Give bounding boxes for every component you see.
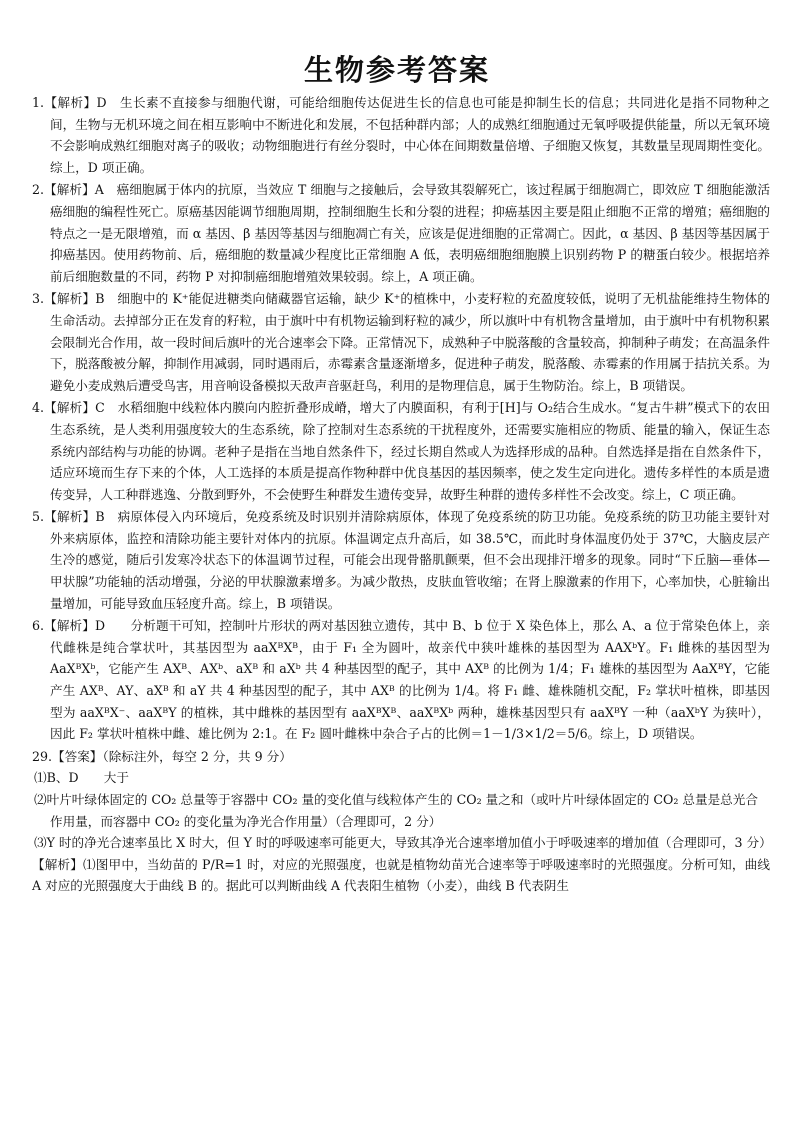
- answer-29-1: ⑴B、D 大于: [34, 770, 129, 786]
- question-text: 【解析】C 水稻细胞中线粒体内膜向内腔折叠形成嵴，增大了内膜面积，有利于[H]与 O₂结合生成水。“复古牛耕”模式下的农田生态系统，是人类利用强度较大的生态系统，除了控制对生态系统的干扰程度外，还需要实施相应的物质、能量的输入，保证生态系统内部结构与功能的协调。老种子是指在当地自然条件下，经过长期自然或人为选择形成的品种。自然选择是指在自然条件下，适应环境而生存下来的个体，人工选择的本质是提高作物种群中优良基因的基因频率，使之发生定向进化。遗传多样性的本质是遗传变异，人工种群逃逸、分散到野外，不会使野生种群发生遗传变异，故野生种群的遗传多样性不会改变。综上，C 项正确。: [44, 400, 770, 502]
- question-4: [32, 397, 770, 505]
- question-text: 【解析】D 分析题干可知，控制叶片形状的两对基因独立遗传，其中 B、b 位于 X 染色体上，那么 A、a 位于常染色体上，亲代雌株是纯合掌状叶，其基因型为 aaXᴮXᴮ，由于 F₁ 全为圆叶，故亲代中狭叶雄株的基因型为 AAXᵇY。F₁ 雌株的基因型为 AaXᴮXᵇ，它能产生 AXᴮ、AXᵇ、aXᴮ 和 aXᵇ 共 4 种基因型的配子，其中 AXᴮ 的比例为 1/4；F₁ 雄株的基因型为 AaXᴮY，它能产生 AXᴮ、AY、aXᴮ 和 aY 共 4 种基因型的配子，其中 AXᴮ 的比例为 1/4。将 F₁ 雌、雄株随机交配，F₂ 掌状叶植株，即基因型为 aaXᴮX⁻、aaXᴮY 的植株，其中雌株的基因型有 aaXᴮXᴮ、aaXᴮXᵇ 两种，雄株基因型只有 aaXᴮY 一种（aaXᵇY 为狭叶），因此 F₂ 掌状叶植株中雌、雄比例为 2:1。在 F₂ 圆叶雌株中杂合子占的比例＝1－1/3×1/2＝5/6。综上，D 项错误。: [44, 618, 770, 742]
- question-number: 4.: [32, 400, 45, 416]
- answer-body: [32, 92, 770, 897]
- answer-29-2: ⑵叶片叶绿体固定的 CO₂ 总量等于容器中 CO₂ 量的变化值与线粒体产生的 CO₂ 量之和（或叶片叶绿体固定的 CO₂ 总量是总光合作用量，而容器中 CO₂ 的变化量为净光合作用量）（合理即可，2 分）: [34, 792, 758, 829]
- question-1: [32, 92, 770, 178]
- answer-29-3: ⑶Y 时的净光合速率虽比 X 时大，但 Y 时的呼吸速率可能更大，导致其净光合速率增加值小于呼吸速率的增加值（合理即可，3 分）: [34, 835, 772, 851]
- question-number: 5.: [32, 509, 45, 525]
- question-number: 6.: [32, 618, 45, 634]
- question-6: [32, 615, 770, 745]
- question-29-heading: 29.【答案】（除标注外，每空 2 分，共 9 分）: [32, 748, 292, 764]
- question-text: 【解析】B 病原体侵入内环境后，免疫系统及时识别并清除病原体，体现了免疫系统的防卫功能。免疫系统的防卫功能主要针对外来病原体，监控和清除功能主要针对体内的抗原。体温调定点升高后，如 38.5℃，而此时身体温度仍处于 37℃，大脑皮层产生冷的感觉，随后引发寒冷状态下的体温调节过程，可能会出现骨骼肌颤栗，但不会出现排汗增多的现象。同时“下丘脑—垂体—甲状腺”功能轴的活动增强，分泌的甲状腺激素增多。为减少散热，皮肤血管收缩；在肾上腺激素的作用下，心率加快，心脏输出量增加，可能导致血压轻度升高。综上，B 项错误。: [44, 509, 770, 611]
- question-number: 3.: [32, 291, 45, 307]
- question-number: 2.: [32, 182, 45, 198]
- question-text: 【解析】A 癌细胞属于体内的抗原，当效应 T 细胞与之接触后，会导致其裂解死亡，该过程属于细胞凋亡，即效应 T 细胞能激活癌细胞的编程性死亡。原癌基因能调节细胞周期，控制细胞生长和分裂的进程；抑癌基因主要是阻止细胞不正常的增殖；癌细胞的特点之一是无限增殖，而 α 基因、β 基因等基因与细胞凋亡有关，应该是促进细胞的正常凋亡。因此，α 基因、β 基因等基因属于抑癌基因。使用药物前、后，癌细胞的数量减少程度比正常细胞 A 低，表明癌细胞细胞膜上识别药物 P 的糖蛋白较少。根据培养前后细胞数量的不同，药物 P 对抑制癌细胞增殖效果较弱。综上，A 项正确。: [44, 182, 770, 284]
- question-text: 【解析】B 细胞中的 K⁺能促进糖类向储藏器官运输，缺少 K⁺的植株中，小麦籽粒的充盈度较低，说明了无机盐能维持生物体的生命活动。去掉部分正在发育的籽粒，由于旗叶中有机物运输到籽粒的减少，所以旗叶中有机物含量增加，由于旗叶中有机物积累会限制光合作用，故一段时间后旗叶的光合速率会下降。正常情况下，成熟种子中脱落酸的含量较高，抑制种子萌发；在高温条件下，脱落酸被分解，抑制作用减弱，同时遇雨后，赤霉素含量逐渐增多，促进种子萌发，脱落酸、赤霉素的作用属于拮抗关系。为避免小麦成熟后遭受鸟害，用音响设备模拟天敌声音驱赶鸟，利用的是物理信息，属于生物防治。综上，B 项错误。: [44, 291, 770, 393]
- analysis-29: 【解析】⑴图甲中，当幼苗的 P/R=1 时，对应的光照强度，也就是植物幼苗光合速率等于呼吸速率时的光照强度。分析可知，曲线 A 对应的光照强度大于曲线 B 的。据此可以判断曲线 A 代表阳生植物（小麦），曲线 B 代表阴生: [32, 856, 770, 894]
- question-number: 1.: [32, 95, 45, 110]
- question-2: [32, 179, 770, 287]
- question-5: [32, 506, 770, 614]
- page-title: 生物参考答案: [303, 53, 490, 87]
- question-3: [32, 288, 770, 396]
- question-text: 【解析】D 生长素不直接参与细胞代谢，可能给细胞传达促进生长的信息也可能是抑制生长的信息；共同进化是指不同物种之间，生物与无机环境之间在相互影响中不断进化和发展，不包括种群内部；人的成熟红细胞通过无氧呼吸提供能量，所以无氧环境不会影响成熟红细胞对离子的吸收；动物细胞进行有丝分裂时，中心体在间期数量倍增、子细胞又恢复，其数量呈现周期性变化。综上，D 项正确。: [44, 95, 770, 175]
